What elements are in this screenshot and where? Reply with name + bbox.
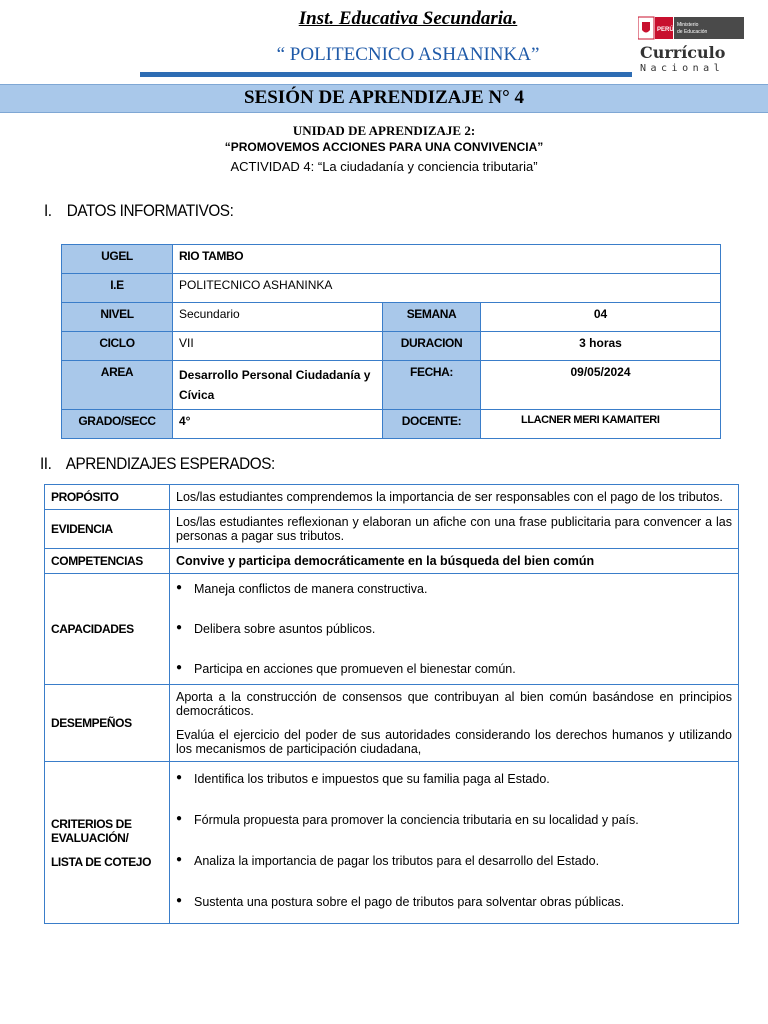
list-item: ● Identifica los tributos e impuestos que su familia paga al Estado. [176,772,732,786]
school-name: “ POLITECNICO ASHANINKA” [276,44,540,65]
table-row [62,332,721,361]
ie-label: I.E [62,274,173,303]
list-item: ● Fórmula propuesta para promover la conciencia tributaria en su localidad y país. [176,813,732,827]
unit-subtitle: “PROMOVEMOS ACCIONES PARA UNA CONVIVENCIA” [224,140,544,154]
criterios-label [45,762,170,924]
curriculo-text: Currículo [640,43,726,62]
grado-value: 4° [173,410,383,439]
docente-value: LLACNER MERI KAMAITERI [481,410,721,439]
list-item: ● Participa en acciones que promueven el bienestar común. [176,662,732,676]
duracion-value: 3 horas [481,332,721,361]
table-row [62,303,721,332]
duracion-label: DURACION [383,332,481,361]
evidencia-label: EVIDENCIA [45,510,170,549]
ciclo-value: VII [173,332,383,361]
table-row [45,485,739,510]
ministry-line1: Ministerio [677,22,699,28]
curriculo-nacional-logo [638,16,750,76]
list-item: ● Maneja conflictos de manera constructiva. [176,582,732,596]
nivel-label: NIVEL [62,303,173,332]
area-value: Desarrollo Personal Ciudadanía y Cívica [173,361,383,410]
table-row [45,510,739,549]
desempenos-label: DESEMPEÑOS [45,685,170,762]
area-label: AREA [62,361,173,410]
aprendizajes-table [44,484,739,924]
list-item: ● Delibera sobre asuntos públicos. [176,622,732,636]
proposito-value: Los/las estudiantes comprendemos la importancia de ser responsables con el pago de los tributos. [170,485,739,510]
table-row [62,274,721,303]
proposito-label: PROPÓSITO [45,485,170,510]
fecha-label: FECHA: [383,361,481,410]
table-row [45,762,739,924]
fecha-value: 09/05/2024 [481,361,721,410]
criterios-label-line2: LISTA DE COTEJO [51,854,152,869]
table-row [62,245,721,274]
desempeno-1: Aporta a la construcción de consensos que contribuyan al bien común basándose en principios democráticos. [176,690,732,718]
criterios-list [176,772,732,909]
peru-text: PERÚ [657,27,674,33]
table-row [45,549,739,574]
capacidades-list-cell [170,574,739,685]
capacidades-label: CAPACIDADES [45,574,170,685]
evidencia-value: Los/las estudiantes reflexionan y elaboran un afiche con una frase publicitaria para convencer a las personas a pagar sus tributos. [170,510,739,549]
list-item: ● Sustenta una postura sobre el pago de tributos para solventar obras públicas. [176,895,732,909]
criterios-list-cell [170,762,739,924]
list-item: ● Analiza la importancia de pagar los tributos para el desarrollo del Estado. [176,854,732,868]
desempenos-cell [170,685,739,762]
desempeno-2: Evalúa el ejercicio del poder de sus autoridades considerando los derechos humanos y utilizando los mecanismos de participación ciudadana, [176,728,732,756]
competencias-label: COMPETENCIAS [45,549,170,574]
ugel-label: UGEL [62,245,173,274]
ciclo-label: CICLO [62,332,173,361]
session-title: SESIÓN DE APRENDIZAJE N° 4 [244,87,524,108]
nacional-text: Nacional [640,63,725,74]
semana-label: SEMANA [383,303,481,332]
school-title: Inst. Educativa Secundaria. [298,8,518,29]
criterios-label-line1: CRITERIOS DE EVALUACIÓN/ [51,816,132,845]
ugel-value: RIO TAMBO [173,245,721,274]
nivel-value: Secundario [173,303,383,332]
header-divider [140,72,632,77]
table-row [45,685,739,762]
ministry-line2: de Educación [677,29,708,35]
section-aprendizajes-esperados: II. APRENDIZAJES ESPERADOS: [40,454,275,473]
minedu-logo-icon [638,16,750,76]
grado-label: GRADO/SECC [62,410,173,439]
competencias-value: Convive y participa democráticamente en la búsqueda del bien común [170,549,739,574]
activity-title: ACTIVIDAD 4: “La ciudadanía y conciencia tributaria” [230,159,538,174]
unit-heading: UNIDAD DE APRENDIZAJE 2: [292,123,476,138]
datos-table [61,244,721,439]
docente-label: DOCENTE: [383,410,481,439]
semana-value: 04 [481,303,721,332]
table-row [62,410,721,439]
table-row [45,574,739,685]
table-row [62,361,721,410]
section-datos-informativos: I. DATOS INFORMATIVOS: [44,201,234,220]
ie-value: POLITECNICO ASHANINKA [173,274,721,303]
capacidades-list [176,582,732,676]
